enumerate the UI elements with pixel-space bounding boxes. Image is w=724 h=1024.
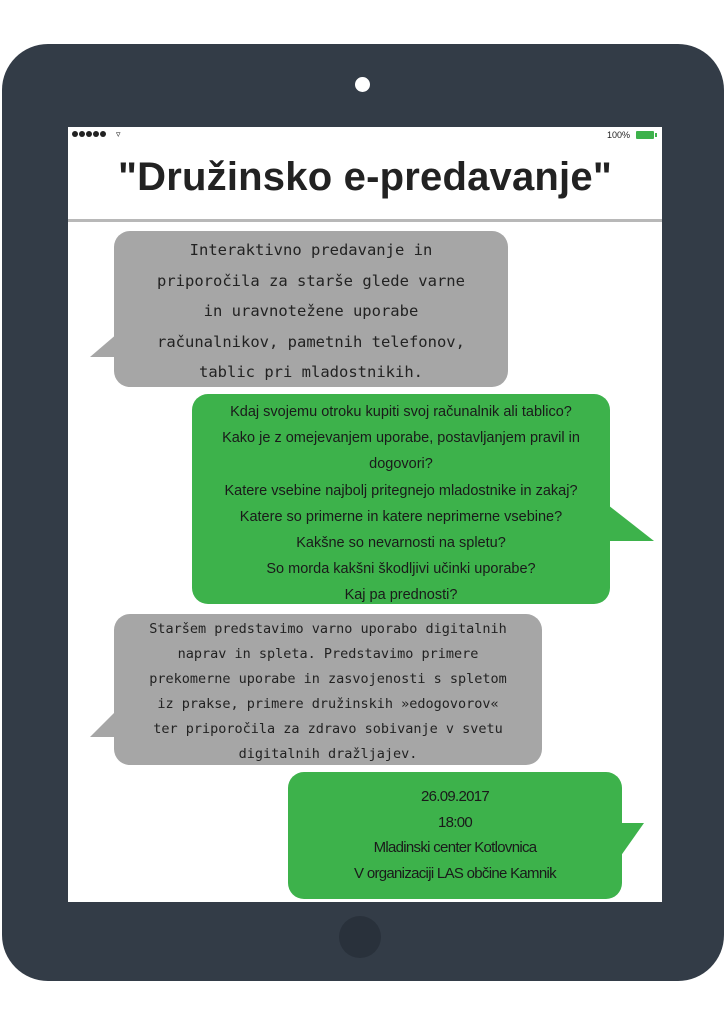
signal-icon	[72, 131, 106, 137]
bubble-tail	[620, 823, 644, 857]
message-bubble-questions	[192, 394, 610, 604]
camera-icon	[355, 77, 370, 92]
battery-icon	[636, 131, 654, 139]
bubble-line: računalnikov, pametnih telefonov,	[157, 332, 465, 351]
bubble-line: dogovori?	[369, 456, 433, 473]
battery-percentage: 100%	[606, 130, 630, 140]
bubble-tail	[608, 505, 654, 541]
bubble-line: iz prakse, primere družinskih »edogovorov«	[157, 696, 499, 712]
event-organizer: V organizaciji LAS občine Kamnik	[354, 864, 556, 882]
message-bubble-intro	[114, 231, 508, 387]
bubble-line: naprav in spleta. Predstavimo primere	[177, 646, 479, 662]
divider	[68, 219, 662, 222]
bubble-line: Kdaj svojemu otroku kupiti svoj računalnik ali tablico?	[230, 404, 572, 420]
bubble-line: Kakšne so nevarnosti na spletu?	[296, 535, 506, 552]
bubble-line: in uravnotežene uporabe	[203, 302, 419, 320]
event-venue: Mladinski center Kotlovnica	[373, 839, 537, 856]
message-bubble-event-details	[288, 772, 622, 899]
wifi-icon: ▿	[116, 129, 121, 139]
bubble-line: Katere so primerne in katere neprimerne vsebine?	[239, 508, 563, 525]
status-bar	[68, 127, 662, 145]
tablet-screen	[68, 127, 662, 902]
home-button[interactable]	[339, 916, 381, 958]
bubble-line: priporočila za starše glede varne	[157, 271, 465, 290]
bubble-line: digitalnih dražljajev.	[238, 746, 418, 762]
bubble-line: Interaktivno predavanje in	[189, 241, 433, 259]
event-time: 18:00	[437, 813, 473, 831]
event-date: 26.09.2017	[420, 788, 490, 805]
bubble-line: Staršem predstavimo varno uporabo digitalnih	[149, 621, 507, 637]
page-title: "Družinsko e-predavanje"	[118, 155, 612, 199]
message-bubble-description	[114, 614, 542, 765]
bubble-line: prekomerne uporabe in zasvojenosti s spletom	[149, 671, 507, 687]
bubble-line: Katere vsebine najbolj pritegnejo mladostnike in zakaj?	[224, 482, 578, 499]
bubble-line: Kako je z omejevanjem uporabe, postavljanjem pravil in	[222, 430, 580, 447]
bubble-tail	[90, 711, 116, 737]
bubble-line: tablic pri mladostnikih.	[199, 363, 423, 381]
bubble-line: So morda kakšni škodljivi učinki uporabe?	[266, 561, 536, 578]
bubble-line: Kaj pa prednosti?	[344, 587, 458, 604]
bubble-line: ter priporočila za zdravo sobivanje v svetu	[153, 721, 503, 737]
